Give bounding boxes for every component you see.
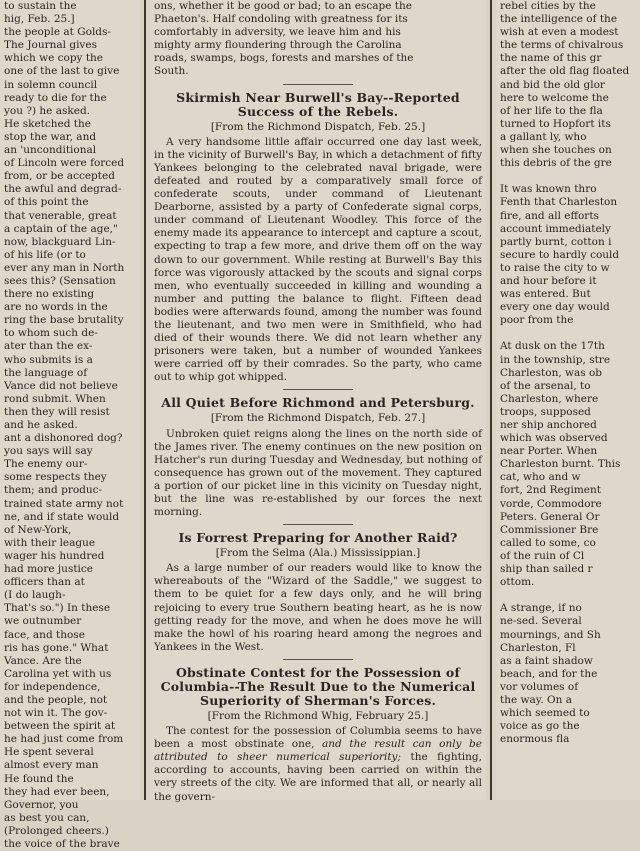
text-line: to raise the city to w (500, 261, 610, 274)
article-forrest (150, 531, 486, 654)
separator-rule (283, 389, 353, 390)
right-column-text (496, 0, 640, 746)
column-rule-right (490, 0, 492, 800)
text-line: Charleston, where (500, 392, 599, 405)
text-line: and the people, not (4, 693, 108, 706)
text-line: mighty army floundering through the Carolina (154, 39, 402, 52)
text-line: was entered. But (500, 288, 591, 301)
text-line: cat, who and w (500, 471, 581, 484)
text-line: hig, Feb. 25.] (4, 13, 75, 26)
text-line: vor volumes of (500, 680, 579, 693)
text-line: ready to die for the (4, 91, 107, 104)
text-line: ottom. (500, 576, 535, 589)
text-line: beach, and for the (500, 667, 598, 680)
text-line: between the spirit at (4, 720, 116, 733)
text-line: voice as go the (500, 720, 580, 733)
middle-column (150, 0, 486, 803)
body-lead: The contest for the possession of Columbia seems to have been a most obstinate one, (154, 725, 482, 751)
text-line: sees this? (Sensation (4, 274, 116, 287)
text-line: the language of (4, 366, 88, 379)
text-line: turned to Hopfort its (500, 117, 611, 130)
source-line: [From the Selma (Ala.) Mississippian.] (215, 547, 421, 560)
left-column (0, 0, 140, 850)
text-line: which seemed to (500, 707, 590, 720)
text-line: them; and produc- (4, 484, 103, 497)
text-line: ne, and if state would (4, 510, 120, 523)
text-line: trained state army not (4, 497, 124, 510)
text-line: poor from the (500, 314, 574, 327)
article-body: A very handsome little affair occurred one day last week, in the vicinity of Burwell's Bay, in which a detachment of fifty Yankees belonging to the celebrated naval brigade, were defeated and routed by a comparatively small force of confederate scouts, under command of Lieutenant Dearborne, assisted by a party of Confederate signal corps, under command of Lieutenant Woodley. This force of the enemy made its appearance to intercept and capture a scout, expecting to trap a few more, and drive them off on the way down to our government. While resting at Burwell's Bay this force was vigorously attacked by the scouts and signal corps men, who eventually succeeded in killing and wounding a number and putting the balance to flight. Fifteen dead bodies were afterwards found, among the number was found the lieutenant, and two men were in Smithfield, who had died of their wounds there. We did not learn whether any prisoners were taken, but a number of wounded Yankees were carried off by their comrades. So the party, who came out to whip got whipped. (154, 135, 482, 384)
text-line: troops, supposed (500, 405, 591, 418)
text-line: ner ship anchored (500, 419, 597, 431)
text-line: called to some, co (500, 536, 596, 549)
text-line: of Lincoln were forced (4, 157, 125, 170)
text-line: when she touches on (500, 144, 612, 157)
headline: Obstinate Contest for the Possession of Columbia--The Result Due to the Numerical Superiority of Sherman's Forces. (160, 664, 476, 708)
text-line: (I do laugh- (4, 589, 66, 602)
article-body (150, 725, 486, 804)
text-line: rebel cities by the (500, 0, 596, 12)
text-line: near Porter. When (500, 445, 598, 458)
text-line: of New-York, (4, 523, 72, 536)
text-line: of this point the (4, 196, 89, 209)
text-line: Vance. Are the (4, 654, 82, 667)
text-line: comfortably in adversity, we leave him and his (154, 26, 401, 39)
column-rule-left (144, 0, 146, 800)
text-line: one of the last to give (4, 65, 120, 78)
text-line: who submits is a (4, 353, 93, 366)
text-line: of his life (or to (4, 248, 86, 261)
text-line: a captain of the age," (4, 222, 118, 235)
source-line: [From the Richmond Whig, February 25.] (207, 709, 429, 722)
text-line: ever any man in North (4, 261, 125, 274)
text-line: That's so.") In these (4, 602, 111, 615)
text-line: mournings, and Sh (500, 628, 601, 641)
headline: Skirmish Near Burwell's Bay--Reported Success of the Rebels. (176, 89, 460, 119)
left-column-text (0, 0, 140, 851)
text-line: He sketched the (4, 117, 92, 130)
text-line: to sustain the (4, 0, 77, 12)
text-line: At dusk on the 17th (500, 340, 605, 353)
text-line: this debris of the gre (500, 157, 612, 170)
text-line: which we copy the (4, 52, 104, 65)
text-line: you ?) he asked. (4, 104, 91, 117)
text-line: wager his hundred (4, 549, 105, 562)
text-line: roads, swamps, bogs, forests and marshes of the (154, 52, 414, 65)
body-italic: and the result can only be attributed to sheer numerical superiority; (154, 738, 482, 764)
text-line: are no words in the (4, 301, 108, 314)
text-line: the intelligence of the (500, 13, 618, 26)
text-line: fire, and all efforts (500, 209, 599, 222)
text-line: you says will say (4, 445, 93, 458)
text-line: stop the war, and (4, 130, 97, 143)
text-line: ant a dishonored dog? (4, 432, 123, 445)
source-line: [From the Richmond Dispatch, Feb. 27.] (210, 412, 426, 425)
article-columbia (150, 666, 486, 804)
text-line: secure to hardly could (500, 248, 620, 261)
article-skirmish (150, 91, 486, 385)
text-line: they had ever been, (4, 785, 110, 798)
text-line: of the arsenal, to (500, 379, 591, 392)
text-line: enormous fla (500, 733, 570, 746)
text-line: after the old flag floated (500, 65, 630, 78)
article-body: As a large number of our readers would like to know the whereabouts of the "Wizard of the Saddle," we suggest to them to be quiet for a few days only, and he will bring rejoicing to every true Southern beating heart, as he is now getting ready for the move, and when he does move he will make the howl of his roaring heard among the negroes and Yankees in the West. (154, 562, 482, 653)
text-line: ring the base brutality (4, 314, 124, 327)
text-line: now, blackguard Lin- (4, 235, 116, 248)
text-line: ship than sailed r (500, 563, 593, 576)
text-line: It was known thro (500, 183, 597, 196)
article-all-quiet (150, 396, 486, 519)
text-line: ne-sed. Several (500, 615, 582, 628)
source-line: [From the Richmond Dispatch, Feb. 25.] (210, 120, 426, 133)
text-line: ater than the ex- (4, 340, 93, 353)
text-line: which was observed (500, 432, 608, 445)
text-line: almost every man (4, 759, 99, 772)
text-line: vorde, Commodore (500, 497, 602, 510)
text-line: he had just come from (4, 733, 124, 746)
text-line: here to welcome the (500, 91, 609, 104)
text-line: that venerable, great (4, 209, 117, 222)
text-line: some respects they (4, 471, 107, 484)
text-line: every one day would (500, 301, 610, 314)
separator-rule (283, 524, 353, 525)
text-line: Charleston, Fl (500, 641, 576, 654)
text-line: The enemy our- (4, 458, 88, 471)
text-line: of her life to the fla (500, 104, 603, 117)
text-line: (Prolonged cheers.) (4, 824, 109, 837)
text-line: with their league (4, 536, 96, 549)
text-line: partly burnt, cotton i (500, 235, 612, 248)
text-line: He spent several (4, 746, 94, 759)
text-line: officers than at (4, 576, 85, 589)
text-line: South. (154, 65, 189, 78)
text-line: Charleston, was ob (500, 366, 603, 379)
text-line: fort, 2nd Regiment (500, 484, 601, 497)
text-line (500, 327, 636, 340)
text-line: ons, whether it be good or bad; to an escape the (154, 0, 412, 12)
article-body: Unbroken quiet reigns along the lines on the north side of the James river. The enemy continues on the new position on Hatcher's run during Tuesday and Wednesday, but nothing of consequence has grown out of the movement. They captured a portion of our picket line in this vicinity on Tuesday night, but the line was re-established by our forces the next morning. (154, 427, 482, 519)
text-line: in solemn council (4, 78, 98, 91)
text-line: Governor, you (4, 798, 79, 811)
text-line: a gallant ly, who (500, 130, 587, 143)
text-line: Peters. General Or (500, 510, 600, 523)
text-line: account immediately (500, 222, 611, 235)
text-line: ris has gone." What (4, 641, 109, 654)
text-line: Commissioner Bre (500, 523, 599, 536)
text-line: the voice of the brave (4, 838, 120, 850)
text-line: Carolina yet with us (4, 667, 112, 680)
separator-rule (283, 659, 353, 660)
right-column (496, 0, 640, 800)
text-line: the name of this gr (500, 52, 602, 65)
text-line: wish at even a modest (500, 26, 619, 39)
text-line: not win it. The gov- (4, 707, 108, 720)
text-line: Fenth that Charleston (500, 196, 618, 209)
separator-rule (283, 84, 353, 85)
text-line: then they will resist (4, 405, 110, 418)
text-line: to whom such de- (4, 327, 98, 340)
text-line: the terms of chivalrous (500, 39, 624, 52)
text-line: of the ruin of Cl (500, 549, 585, 562)
text-line: there no existing (4, 288, 95, 301)
text-line: Vance did not believe (4, 379, 118, 392)
text-line: and hour before it (500, 274, 597, 287)
text-line: The Journal gives (4, 39, 97, 52)
headline: All Quiet Before Richmond and Petersburg. (161, 395, 475, 411)
text-line: Charleston burnt. This (500, 458, 621, 471)
text-line: Phaeton's. Half condoling with greatness for its (154, 13, 408, 26)
text-line: rond submit. When (4, 392, 106, 405)
text-line (500, 589, 636, 602)
text-line: we outnumber (4, 615, 82, 628)
text-line: the people at Golds- (4, 26, 111, 39)
text-line: had more justice (4, 563, 94, 576)
text-line: as a faint shadow (500, 654, 593, 667)
headline: Is Forrest Preparing for Another Raid? (178, 530, 458, 546)
body-rest: the fighting, according to accounts, having been carried on within the very streets of the city. We are informed that all, or nearly all the govern- (154, 751, 482, 803)
text-line (500, 170, 636, 183)
text-line: the way. On a (500, 693, 572, 706)
text-line: the awful and degrad- (4, 183, 122, 196)
text-line: face, and those (4, 628, 85, 641)
text-line: A strange, if no (500, 602, 582, 615)
text-line: from, or be accepted (4, 170, 115, 183)
text-line: an 'unconditional (4, 144, 97, 157)
text-line: as best you can, (4, 811, 90, 824)
text-line: and bid the old glor (500, 78, 605, 91)
text-line: and he asked. (4, 419, 78, 431)
text-line: in the township, stre (500, 353, 611, 366)
text-line: for independence, (4, 680, 101, 693)
text-line: He found the (4, 772, 74, 785)
continued-text (150, 0, 486, 79)
